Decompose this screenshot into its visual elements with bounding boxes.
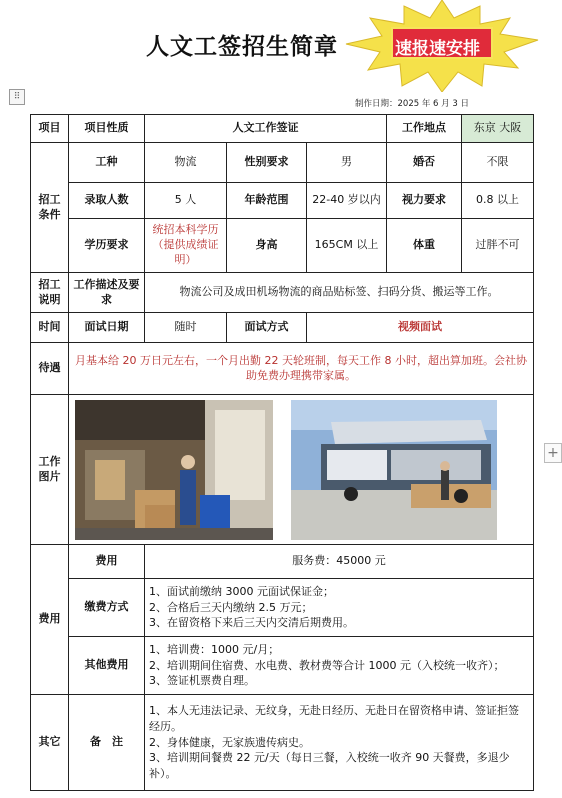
cell-desc-key: 工作描述及要求 <box>69 273 145 313</box>
cell-benefits-value: 月基本给 20 万日元左右，一个月出勤 22 天轮班制，每天工作 8 小时，超出算加班。会社协助免费办理携带家属。 <box>69 343 534 395</box>
list-item: 2、身体健康，无家族遗传病史。 <box>149 735 310 749</box>
cell-fee-key: 费用 <box>69 545 145 579</box>
list-item: 1、培训费：1000 元/月； <box>149 642 280 656</box>
cell-project-type-label: 项目性质 <box>69 115 145 143</box>
cell-photos <box>69 395 534 545</box>
cell-location-value <box>462 115 534 143</box>
cell-time-label: 时间 <box>31 313 69 343</box>
table-row <box>31 219 534 273</box>
cell-other-label: 其它 <box>31 695 69 791</box>
list-item: 3、培训期间餐费 22 元/天（每日三餐，入校统一收齐 90 天餐费，多退少补）。 <box>149 751 510 781</box>
cell-marital-value: 不限 <box>462 143 534 183</box>
badge-text: 速报速安排 <box>395 39 480 59</box>
cell-education-label: 学历要求 <box>69 219 145 273</box>
table-row <box>31 637 534 695</box>
cell-weight-label: 体重 <box>387 219 462 273</box>
warehouse-street-photo <box>75 400 273 540</box>
table-row <box>31 143 534 183</box>
table-row <box>31 579 534 637</box>
cell-other-fees-list <box>145 637 534 695</box>
table-row <box>31 313 534 343</box>
cell-marital-label: 婚否 <box>387 143 462 183</box>
list-item: 1、面试前缴纳 3000 元面试保证金； <box>149 584 334 598</box>
cell-fee-value: 服务费：45000 元 <box>145 545 534 579</box>
cell-other-fees-key: 其他费用 <box>69 637 145 695</box>
table-row <box>31 545 534 579</box>
cell-interview-date-value: 随时 <box>145 313 227 343</box>
cell-location-label: 工作地点 <box>387 115 462 143</box>
cell-project-type-value: 人文工作签证 <box>145 115 387 143</box>
cell-interview-method-value: 视频面试 <box>307 313 534 343</box>
cell-project-label: 项目 <box>31 115 69 143</box>
cell-headcount-label: 录取人数 <box>69 183 145 219</box>
table-row <box>31 343 534 395</box>
add-icon[interactable]: + <box>544 443 562 463</box>
cell-payment-list <box>145 579 534 637</box>
cell-headcount-value: 5 人 <box>145 183 227 219</box>
cell-remarks-key: 备 注 <box>69 695 145 791</box>
cell-interview-date-label: 面试日期 <box>69 313 145 343</box>
recruitment-table <box>30 114 534 791</box>
cell-height-label: 身高 <box>227 219 307 273</box>
issue-date: 制作日期：2025 年 6 月 3 日 <box>355 99 469 109</box>
cell-age-label: 年龄范围 <box>227 183 307 219</box>
cell-desc-value: 物流公司及成田机场物流的商品贴标签、扫码分货、搬运等工作。 <box>145 273 534 313</box>
cell-payment-key: 缴费方式 <box>69 579 145 637</box>
cell-weight-value: 过胖不可 <box>462 219 534 273</box>
table-row <box>31 273 534 313</box>
cell-education-value: 统招本科学历（提供成绩证明） <box>145 219 227 273</box>
list-item: 3、签证机票费自理。 <box>149 674 255 688</box>
cell-vision-label: 视力要求 <box>387 183 462 219</box>
list-item: 2、培训期间住宿费、水电费、教材费等合计 1000 元（入校统一收齐）； <box>149 658 505 672</box>
truck-loading-photo <box>291 400 497 540</box>
table-row <box>31 183 534 219</box>
cell-gender-label: 性别要求 <box>227 143 307 183</box>
cell-recruit-label: 招工条件 <box>31 143 69 273</box>
cell-benefits-label: 待遇 <box>31 343 69 395</box>
table-row <box>31 395 534 545</box>
cell-fees-label: 费用 <box>31 545 69 695</box>
drag-handle-icon[interactable]: ⠿ <box>9 89 25 105</box>
cell-job-type-label: 工种 <box>69 143 145 183</box>
cell-interview-method-label: 面试方式 <box>227 313 307 343</box>
cell-photos-label: 工作图片 <box>31 395 69 545</box>
cell-vision-value: 0.8 以上 <box>462 183 534 219</box>
location-text: 东京 大阪 <box>473 121 522 135</box>
cell-age-value: 22-40 岁以内 <box>307 183 387 219</box>
table-row <box>31 695 534 791</box>
page-title: 人文工签招生简章 <box>146 33 338 60</box>
cell-gender-value: 男 <box>307 143 387 183</box>
cell-remarks-list <box>145 695 534 791</box>
cell-desc-label: 招工说明 <box>31 273 69 313</box>
list-item: 2、合格后三天内缴纳 2.5 万元； <box>149 600 313 614</box>
cell-height-value: 165CM 以上 <box>307 219 387 273</box>
cell-job-type-value: 物流 <box>145 143 227 183</box>
list-item: 1、本人无违法记录、无纹身，无赴日经历、无赴日在留资格申请、签证拒签经历。 <box>149 703 519 733</box>
table-row <box>31 115 534 143</box>
list-item: 3、在留资格下来后三天内交清后期费用。 <box>149 616 354 630</box>
